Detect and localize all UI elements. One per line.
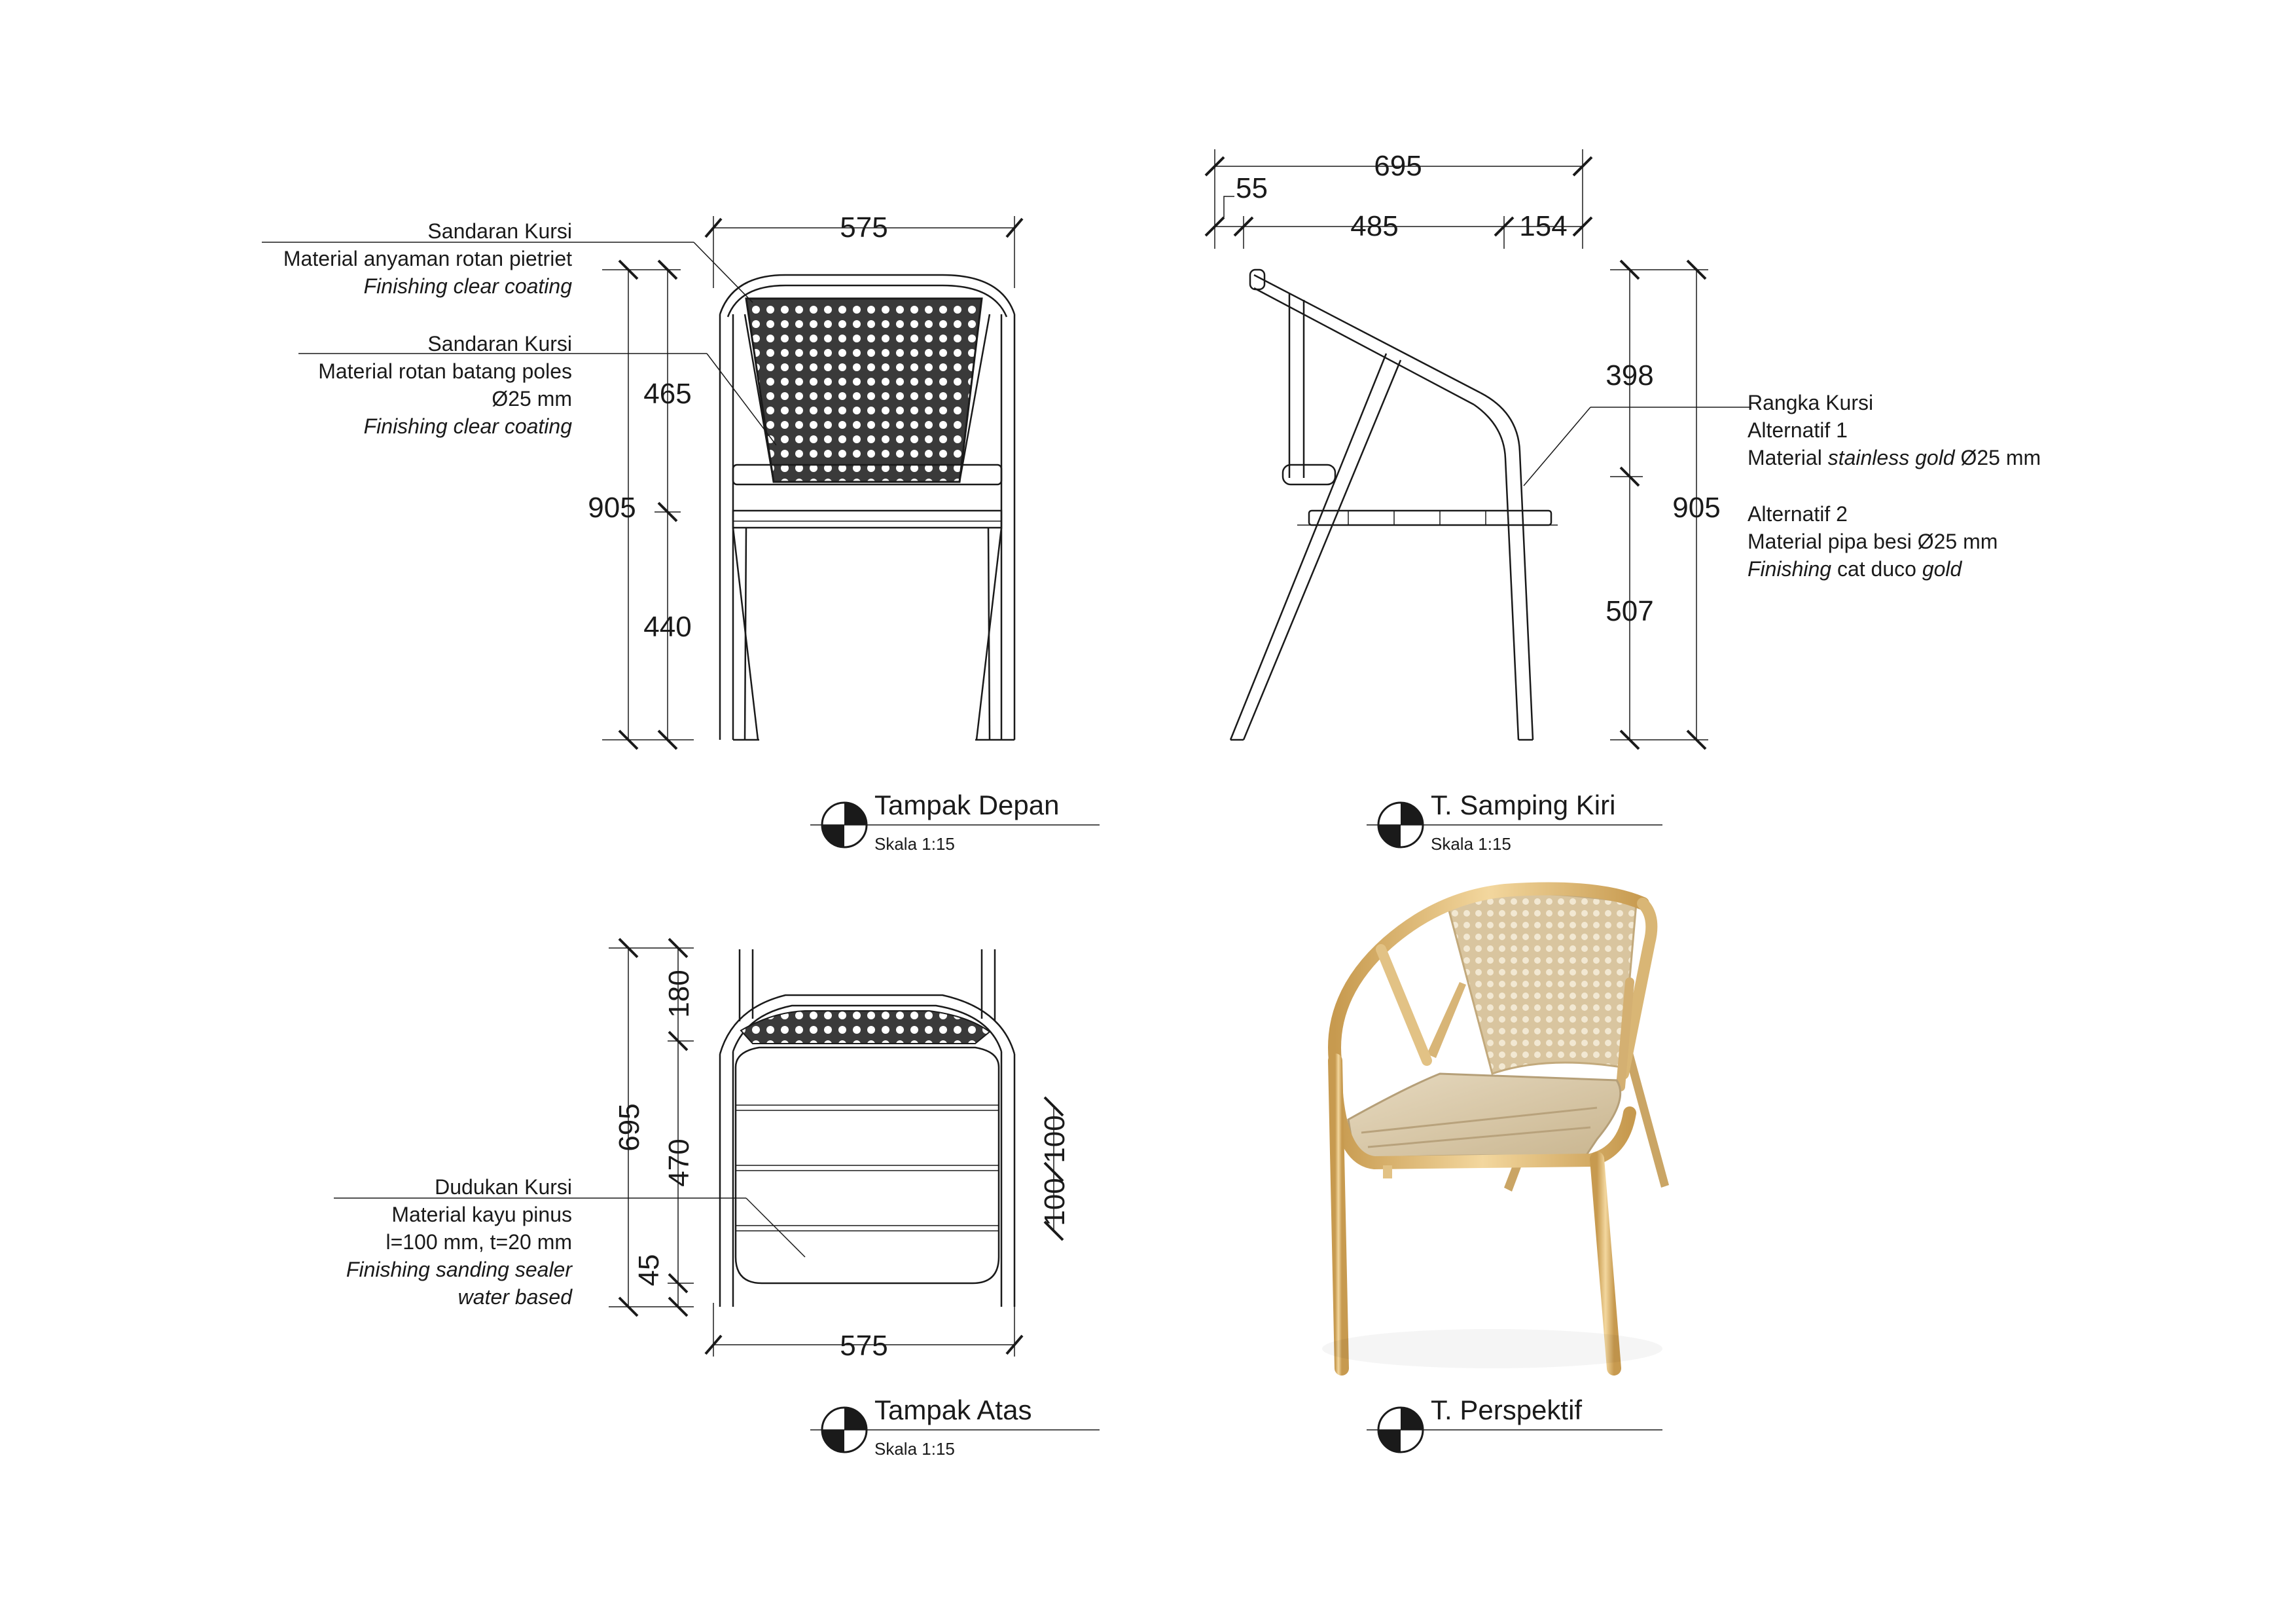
- front-view-title-block: [810, 790, 1100, 854]
- side-depth-label: 695: [1374, 150, 1422, 182]
- top-width-dimension: [706, 1303, 1022, 1362]
- top-view-title: Tampak Atas: [874, 1395, 1032, 1425]
- front-view: [262, 211, 1100, 854]
- side-note-alt2-finishing: Finishing cat duco gold: [1748, 557, 1962, 581]
- side-chair-drawing: [1230, 270, 1558, 740]
- perspective-chair-render: [1322, 889, 1669, 1369]
- perspective-view-title-block: [1367, 1395, 1662, 1452]
- front-note-backrest-rattan: [298, 332, 776, 445]
- top-depth-label: 695: [613, 1103, 645, 1152]
- side-note-frame: [1524, 391, 2041, 581]
- top-view: [334, 939, 1100, 1459]
- perspective-view: [1322, 889, 1669, 1453]
- side-height-dimensions: [1605, 261, 1720, 749]
- side-view: [1206, 149, 2041, 854]
- side-front-label: 154: [1519, 210, 1568, 242]
- front-note2-line1: Sandaran Kursi: [427, 332, 572, 356]
- side-note-alt2-material: Material pipa besi Ø25 mm: [1748, 530, 1998, 553]
- front-height-dimensions: [588, 261, 694, 749]
- side-upper-label: 398: [1605, 359, 1654, 392]
- top-note-line3: l=100 mm, t=20 mm: [386, 1230, 572, 1254]
- front-seat-height-label: 440: [643, 611, 692, 643]
- front-note2-line3: Ø25 mm: [492, 387, 572, 410]
- perspective-rattan-backrest: [1446, 894, 1636, 1074]
- top-view-title-block: [810, 1395, 1100, 1459]
- top-note-seat: [334, 1175, 805, 1309]
- top-front-label: 45: [633, 1254, 665, 1286]
- top-slat-dimensions: [1039, 1097, 1071, 1240]
- top-view-scale: Skala 1:15: [874, 1439, 955, 1459]
- side-view-scale: Skala 1:15: [1431, 834, 1511, 854]
- side-lower-label: 507: [1605, 595, 1654, 627]
- front-note-backrest-weave: [262, 219, 753, 302]
- side-note-alt2-label: Alternatif 2: [1748, 502, 1848, 526]
- front-note1-finishing: Finishing clear coating: [363, 274, 572, 298]
- front-width-dimension: [706, 211, 1022, 288]
- side-view-title: T. Samping Kiri: [1431, 790, 1616, 820]
- front-view-scale: Skala 1:15: [874, 834, 955, 854]
- side-depth-dimensions: [1206, 149, 1592, 249]
- top-back-label: 180: [663, 970, 695, 1018]
- side-mid-label: 485: [1350, 210, 1399, 242]
- side-note-alt1-label: Alternatif 1: [1748, 418, 1848, 442]
- front-view-title: Tampak Depan: [874, 790, 1060, 820]
- side-back-offset-label: 55: [1236, 172, 1268, 204]
- front-weave-backrest: [746, 299, 982, 482]
- top-slat-a-label: 100: [1039, 1115, 1071, 1163]
- top-depth-dimensions: [609, 939, 695, 1316]
- side-view-title-block: [1367, 790, 1662, 854]
- front-width-label: 575: [840, 211, 888, 244]
- front-back-height-label: 465: [643, 378, 692, 410]
- top-chair-drawing: [720, 949, 1014, 1307]
- front-note2-line2: Material rotan batang poles: [318, 359, 572, 383]
- front-chair-drawing: [720, 275, 1014, 740]
- side-note-alt1-material: Material stainless gold Ø25 mm: [1748, 446, 2041, 469]
- top-note-finishing-2: water based: [457, 1285, 572, 1309]
- front-total-height-label: 905: [588, 492, 636, 524]
- perspective-view-title: T. Perspektif: [1431, 1395, 1583, 1425]
- front-note1-line2: Material anyaman rotan pietriet: [283, 247, 572, 270]
- side-total-height-label: 905: [1672, 492, 1721, 524]
- top-seat-label: 470: [663, 1139, 695, 1187]
- side-note-title: Rangka Kursi: [1748, 391, 1874, 414]
- top-width-label: 575: [840, 1330, 888, 1362]
- top-note-line1: Dudukan Kursi: [435, 1175, 572, 1199]
- front-note2-finishing: Finishing clear coating: [363, 414, 572, 438]
- front-note1-line1: Sandaran Kursi: [427, 219, 572, 243]
- top-weave-backrest: [741, 1011, 990, 1044]
- top-note-finishing-1: Finishing sanding sealer: [346, 1258, 572, 1281]
- top-slat-b-label: 100: [1039, 1178, 1071, 1226]
- top-note-line2: Material kayu pinus: [391, 1203, 572, 1226]
